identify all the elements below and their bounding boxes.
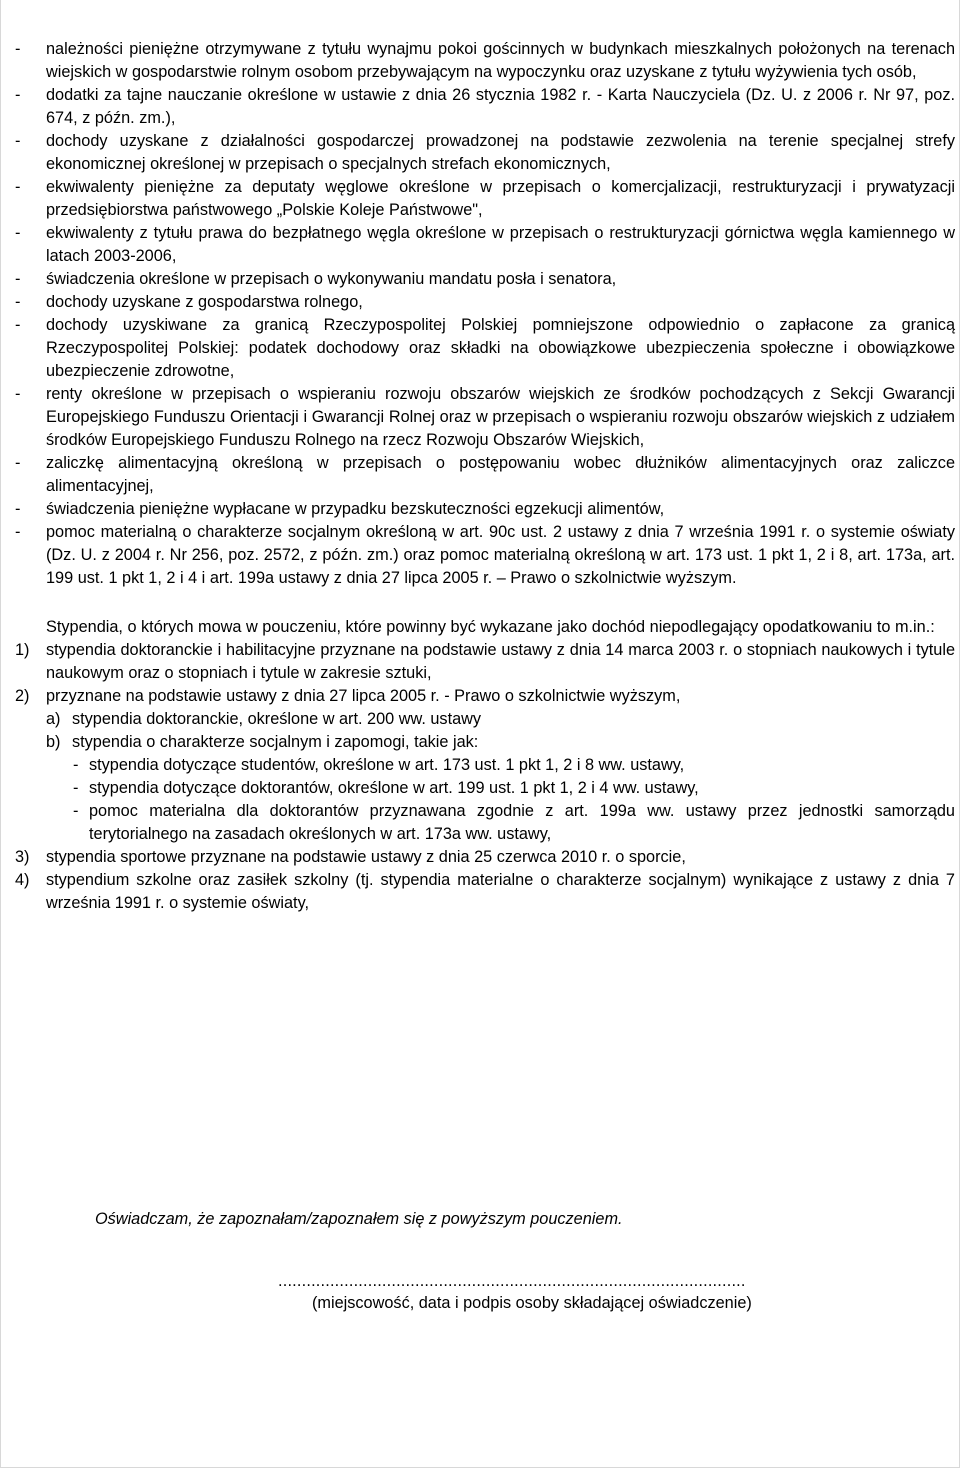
scholarship-item-2: 2) przyznane na podstawie ustawy z dnia 27 lipca 2005 r. - Prawo o szkolnictwie wyższym, [15,687,681,705]
list-item: - dodatki za tajne nauczanie określone w ustawie z dnia 26 stycznia 1982 r. - Karta Nauczyciela (Dz. U. z 2006 r. Nr 97, poz. 674, z późn. zm.), [15,86,955,127]
list-item: - ekwiwalenty pieniężne za deputaty węglowe określone w przepisach o komercjalizacji, restrukturyzacji i prywatyzacji przedsiębiorstwa państwowego „Polskie Koleje Państwowe", [15,178,955,219]
signature-line: ................................................................................................... [278,1272,746,1290]
list-item: - renty określone w przepisach o wspieraniu rozwoju obszarów wiejskich ze środków pochodzących z Sekcji Gwarancji Europejskiego Funduszu Orientacji i Gwarancji Rolnej oraz w przepisach o wspieraniu rozwoju obszarów wiejskich z udziałem środków Europejskiego Funduszu Rolnego na rzecz Rozwoju Obszarów Wiejskich, [15,385,955,449]
list-item: - pomoc materialna dla doktorantów przyznawana zgodnie z art. 199a ww. ustawy przez jednostki samorządu terytorialnego na zasadach określonych w art. 173a ww. ustawy, [73,802,955,843]
list-item: - zaliczkę alimentacyjną określoną w przepisach o postępowaniu wobec dłużników alimentacyjnych oraz zaliczce alimentacyjnej, [15,454,955,495]
list-item: - świadczenia pieniężne wypłacane w przypadku bezskuteczności egzekucji alimentów, [15,500,665,518]
scholarship-item-3: 3) stypendia sportowe przyznane na podstawie ustawy z dnia 25 czerwca 2010 r. o sporcie, [15,848,686,866]
list-item: - dochody uzyskane z gospodarstwa rolnego, [15,293,363,311]
list-item: - dochody uzyskiwane za granicą Rzeczypospolitej Polskiej pomniejszone odpowiednio o zapłacone za granicą Rzeczypospolitej Polskiej: podatek dochodowy oraz składki na obowiązkowe ubezpieczenia społeczne i obowiązkowe ubezpieczenie zdrowotne, [15,316,955,380]
document-body [15,38,955,915]
list-item: - pomoc materialną o charakterze socjalnym określoną w art. 90c ust. 2 ustawy z dnia 7 września 1991 r. o systemie oświaty (Dz. U. z 2004 r. Nr 256, poz. 2572, z późn. zm.) oraz pomoc materialną określoną w art. 173 ust. 1 pkt 1, 2 i 8, art. 173a, art. 199 ust. 1 pkt 1, 2 i 4 i art. 199a ustawy z dnia 27 lipca 2005 r. – Prawo o szkolnictwie wyższym. [15,523,955,587]
list-item: - ekwiwalenty z tytułu prawa do bezpłatnego węgla określone w przepisach o restrukturyzacji górnictwa węgla kamiennego w latach 2003-2006, [15,224,955,265]
scholarships-intro: Stypendia, o których mowa w pouczeniu, które powinny być wykazane jako dochód niepodlegający opodatkowaniu to m.in.: [46,618,935,636]
scholarship-item-4: 4) stypendium szkolne oraz zasiłek szkolny (tj. stypendia materialne o charakterze socjalnym) wynikające z ustawy z dnia 7 września 1991 r. o systemie oświaty, [15,871,955,912]
scholarship-item-2a: a) stypendia doktoranckie, określone w art. 200 ww. ustawy [46,710,482,728]
signature-caption: (miejscowość, data i podpis osoby składającej oświadczenie) [312,1294,752,1312]
list-item: - stypendia dotyczące studentów, określone w art. 173 ust. 1 pkt 1, 2 i 8 ww. ustawy, [73,756,685,774]
declaration-statement: Oświadczam, że zapoznałam/zapoznałem się z powyższym pouczeniem. [95,1210,623,1228]
list-item: - należności pieniężne otrzymywane z tytułu wynajmu pokoi gościnnych w budynkach mieszkalnych położonych na terenach wiejskich w gospodarstwie rolnym osobom przebywającym na wypoczynku oraz uzyskane z tytułu wyżywienia tych osób, [15,40,955,81]
scholarships-list [15,639,955,915]
list-item: - dochody uzyskane z działalności gospodarczej prowadzonej na podstawie zezwolenia na terenie specjalnej strefy ekonomicznej określonej w przepisach o specjalnych strefach ekonomicznych, [15,132,955,173]
income-list [15,38,955,590]
scholarship-item-1: 1) stypendia doktoranckie i habilitacyjne przyznane na podstawie ustawy z dnia 14 marca 2003 r. o stopniach naukowych i tytule naukowym oraz o stopniach i tytule w zakresie sztuki, [15,641,955,682]
scholarship-item-2b: b) stypendia o charakterze socjalnym i zapomogi, takie jak: [46,733,479,751]
list-item: - świadczenia określone w przepisach o wykonywaniu mandatu posła i senatora, [15,270,617,288]
list-item: - stypendia dotyczące doktorantów, określone w art. 199 ust. 1 pkt 1, 2 i 4 ww. ustawy, [73,779,699,797]
